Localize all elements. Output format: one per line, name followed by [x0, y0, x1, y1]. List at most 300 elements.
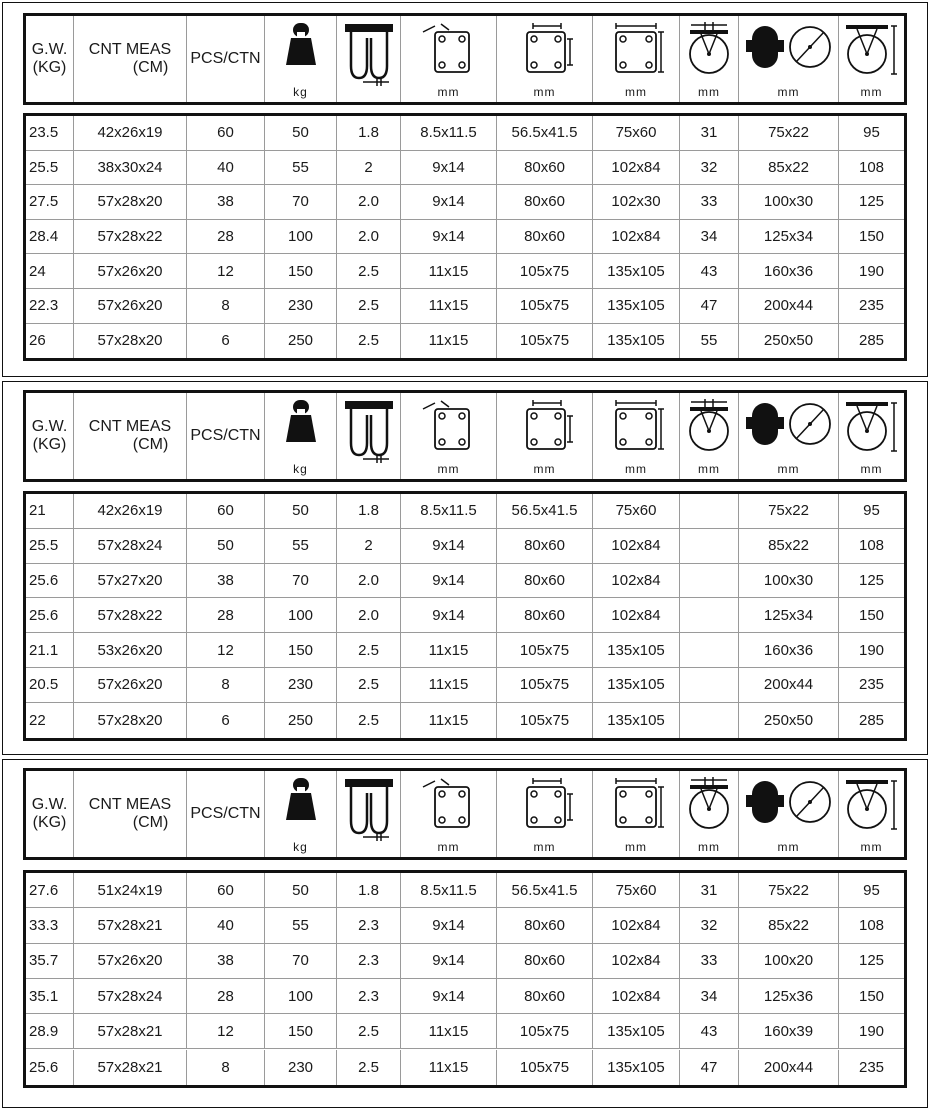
- header-box: [23, 13, 907, 105]
- height-cell: 125: [858, 952, 885, 970]
- top-plate-size-icon: [606, 22, 666, 76]
- pcs-ctn-cell: 8: [187, 289, 265, 323]
- bolt-hole-cell: 9x14: [401, 564, 497, 598]
- bolt-hole-cell: 8.5x11.5: [401, 494, 497, 528]
- plate-size-cell: 102x30: [593, 185, 680, 219]
- thickness-cell: 2.5: [337, 1050, 401, 1085]
- gw-header: [26, 771, 74, 857]
- hole-spacing-cell: 105x75: [497, 1050, 593, 1085]
- gw-label: G.W.: [31, 41, 68, 58]
- load-cell: 100: [265, 598, 337, 632]
- plate-size-cell: 135x105: [593, 324, 680, 359]
- mm-unit: mm: [437, 85, 460, 99]
- cnt-meas-cell: 57x26x20: [74, 254, 187, 288]
- bolt-hole-cell: 11x15: [401, 1050, 497, 1085]
- table-row: [26, 289, 904, 324]
- cnt-meas-cell: 53x26x20: [74, 633, 187, 667]
- height-cell: 108: [858, 537, 885, 555]
- plate-thickness-icon: [343, 777, 395, 843]
- plate-size-cell: 135x105: [593, 703, 680, 738]
- cnt-meas-cell: 57x28x21: [74, 1050, 187, 1085]
- offset-cell: [680, 703, 739, 738]
- wheel-size-cell: 85x22: [739, 529, 839, 563]
- cnt-meas-cell: 57x28x21: [74, 1014, 187, 1048]
- overall-height-header: [839, 16, 904, 102]
- load-cell: 150: [265, 1014, 337, 1048]
- pcs-ctn-cell: 38: [187, 185, 265, 219]
- wheel-size-cell: 160x39: [739, 1014, 839, 1048]
- top-plate-size-icon: [606, 399, 666, 453]
- pcs-ctn-cell: 12: [187, 1014, 265, 1048]
- hole-spacing-icon: [515, 777, 575, 831]
- height-cell: 190: [858, 262, 885, 280]
- height-cell: 95: [863, 502, 880, 520]
- pcs-ctn-header: [187, 393, 265, 479]
- thickness-cell: 2: [337, 151, 401, 185]
- hole-spacing-cell: 105x75: [497, 703, 593, 738]
- offset-icon: [687, 22, 731, 78]
- wheel-size-header: [739, 16, 839, 102]
- pcs-ctn-cell: 12: [187, 254, 265, 288]
- offset-cell: 47: [680, 289, 739, 323]
- data-table: [23, 870, 907, 1088]
- thickness-cell: 2.3: [337, 908, 401, 942]
- mm-unit: mm: [777, 85, 800, 99]
- thickness-cell: 2.5: [337, 633, 401, 667]
- offset-cell: 34: [680, 979, 739, 1013]
- height-cell: 150: [858, 987, 885, 1005]
- gw-cell: 25.6: [26, 564, 74, 598]
- gw-header: [26, 16, 74, 102]
- mm-unit: mm: [533, 85, 556, 99]
- cnt-meas-cell: 57x26x20: [74, 944, 187, 978]
- offset-cell: 43: [680, 254, 739, 288]
- pcs-ctn-cell: 60: [187, 494, 265, 528]
- bolt-hole-cell: 9x14: [401, 979, 497, 1013]
- cnt-meas-cell: 57x28x20: [74, 324, 187, 359]
- cnt-meas-cell: 57x26x20: [74, 289, 187, 323]
- wheel-size-cell: 100x30: [739, 185, 839, 219]
- gw-cell: 35.1: [26, 979, 74, 1013]
- wheel-size-header: [739, 393, 839, 479]
- overall-height-header: [839, 393, 904, 479]
- table-row: [26, 873, 904, 908]
- table-row: [26, 185, 904, 220]
- load-cell: 230: [265, 668, 337, 702]
- hole-spacing-cell: 80x60: [497, 564, 593, 598]
- pcs-ctn-label: PCS/CTN: [190, 50, 261, 67]
- offset-cell: 47: [680, 1050, 739, 1085]
- mm-unit: mm: [860, 462, 883, 476]
- wheel-size-cell: 200x44: [739, 1050, 839, 1085]
- wheel-size-cell: 160x36: [739, 633, 839, 667]
- gw-label: G.W.: [31, 418, 68, 435]
- hole-spacing-header: [497, 16, 593, 102]
- load-cell: 250: [265, 324, 337, 359]
- load-cell: 70: [265, 185, 337, 219]
- pcs-ctn-cell: 8: [187, 668, 265, 702]
- hole-spacing-cell: 56.5x41.5: [497, 116, 593, 150]
- hole-spacing-cell: 80x60: [497, 220, 593, 254]
- load-cell: 55: [265, 908, 337, 942]
- gw-cell: 35.7: [26, 944, 74, 978]
- overall-height-icon: [844, 22, 900, 78]
- plate-size-cell: 135x105: [593, 668, 680, 702]
- plate-size-cell: 135x105: [593, 633, 680, 667]
- offset-cell: [680, 564, 739, 598]
- cnt-meas-cell: 51x24x19: [74, 873, 187, 907]
- mm-unit: mm: [698, 840, 720, 854]
- height-cell: 95: [863, 881, 880, 899]
- bolt-hole-cell: 11x15: [401, 1014, 497, 1048]
- hole-spacing-cell: 80x60: [497, 944, 593, 978]
- pcs-ctn-cell: 12: [187, 633, 265, 667]
- pcs-ctn-cell: 8: [187, 1050, 265, 1085]
- header-row: [26, 771, 904, 857]
- table-row: [26, 598, 904, 633]
- cnt-meas-cell: 57x28x20: [74, 703, 187, 738]
- load-cell: 230: [265, 1050, 337, 1085]
- table-row: [26, 668, 904, 703]
- wheel-size-cell: 250x50: [739, 324, 839, 359]
- offset-cell: 33: [680, 944, 739, 978]
- header-box: [23, 390, 907, 482]
- hole-spacing-cell: 105x75: [497, 289, 593, 323]
- table-row: [26, 529, 904, 564]
- wheel-size-cell: 75x22: [739, 116, 839, 150]
- cnt-meas-unit: (CM): [132, 59, 169, 76]
- gw-label: G.W.: [31, 796, 68, 813]
- thickness-cell: 2.5: [337, 254, 401, 288]
- table-row: [26, 703, 904, 738]
- bolt-hole-cell: 8.5x11.5: [401, 116, 497, 150]
- mm-unit: mm: [698, 85, 720, 99]
- load-capacity-header: [265, 393, 337, 479]
- gw-cell: 25.5: [26, 151, 74, 185]
- offset-cell: 32: [680, 908, 739, 942]
- bolt-hole-icon: [419, 777, 479, 831]
- wheel-size-cell: 85x22: [739, 151, 839, 185]
- hole-spacing-header: [497, 393, 593, 479]
- height-cell: 108: [858, 916, 885, 934]
- plate-thickness-icon: [343, 22, 395, 88]
- plate-thickness-header: [337, 771, 401, 857]
- data-table: [23, 113, 907, 361]
- load-cell: 150: [265, 633, 337, 667]
- thickness-cell: 2: [337, 529, 401, 563]
- offset-cell: 34: [680, 220, 739, 254]
- pcs-ctn-cell: 6: [187, 703, 265, 738]
- weight-icon: [284, 22, 318, 66]
- load-cell: 100: [265, 220, 337, 254]
- wheel-size-cell: 75x22: [739, 873, 839, 907]
- bolt-hole-cell: 11x15: [401, 633, 497, 667]
- height-cell: 150: [858, 228, 885, 246]
- top-plate-size-header: [593, 393, 680, 479]
- bolt-hole-cell: 8.5x11.5: [401, 873, 497, 907]
- offset-cell: 55: [680, 324, 739, 359]
- bolt-hole-cell: 11x15: [401, 668, 497, 702]
- cnt-meas-header: [74, 393, 187, 479]
- mm-unit: mm: [860, 85, 883, 99]
- cnt-meas-cell: 57x28x22: [74, 220, 187, 254]
- offset-icon: [687, 399, 731, 455]
- hole-spacing-cell: 80x60: [497, 151, 593, 185]
- wheel-size-icon: [744, 22, 834, 72]
- table-row: [26, 116, 904, 151]
- hole-spacing-header: [497, 771, 593, 857]
- gw-unit: (KG): [32, 436, 67, 453]
- hole-spacing-cell: 80x60: [497, 979, 593, 1013]
- bolt-hole-cell: 11x15: [401, 324, 497, 359]
- hole-spacing-cell: 105x75: [497, 254, 593, 288]
- pcs-ctn-cell: 28: [187, 979, 265, 1013]
- header-box: [23, 768, 907, 860]
- gw-unit: (KG): [32, 59, 67, 76]
- top-plate-size-header: [593, 771, 680, 857]
- mm-unit: mm: [777, 462, 800, 476]
- wheel-size-cell: 125x34: [739, 598, 839, 632]
- pcs-ctn-cell: 50: [187, 529, 265, 563]
- gw-cell: 21: [26, 494, 74, 528]
- height-cell: 285: [858, 332, 885, 350]
- plate-size-cell: 102x84: [593, 598, 680, 632]
- thickness-cell: 2.5: [337, 289, 401, 323]
- bolt-hole-icon: [419, 399, 479, 453]
- load-cell: 55: [265, 529, 337, 563]
- thickness-cell: 1.8: [337, 873, 401, 907]
- top-plate-size-icon: [606, 777, 666, 831]
- offset-cell: 31: [680, 873, 739, 907]
- wheel-size-cell: 85x22: [739, 908, 839, 942]
- plate-size-cell: 102x84: [593, 564, 680, 598]
- table-row: [26, 908, 904, 943]
- wheel-size-cell: 125x36: [739, 979, 839, 1013]
- cnt-meas-label: CNT MEAS: [88, 41, 172, 58]
- height-cell: 125: [858, 193, 885, 211]
- gw-cell: 33.3: [26, 908, 74, 942]
- wheel-size-cell: 200x44: [739, 668, 839, 702]
- wheel-size-cell: 200x44: [739, 289, 839, 323]
- load-capacity-header: [265, 16, 337, 102]
- plate-size-cell: 75x60: [593, 116, 680, 150]
- plate-size-cell: 102x84: [593, 529, 680, 563]
- cnt-meas-cell: 57x28x21: [74, 908, 187, 942]
- load-unit: kg: [293, 462, 308, 476]
- wheel-size-cell: 250x50: [739, 703, 839, 738]
- bolt-hole-cell: 11x15: [401, 289, 497, 323]
- plate-size-cell: 102x84: [593, 220, 680, 254]
- gw-header: [26, 393, 74, 479]
- gw-cell: 24: [26, 254, 74, 288]
- table-row: [26, 324, 904, 359]
- plate-size-cell: 75x60: [593, 873, 680, 907]
- gw-cell: 27.5: [26, 185, 74, 219]
- pcs-ctn-cell: 40: [187, 908, 265, 942]
- load-cell: 230: [265, 289, 337, 323]
- offset-cell: 31: [680, 116, 739, 150]
- load-cell: 50: [265, 494, 337, 528]
- offset-cell: [680, 598, 739, 632]
- mm-unit: mm: [625, 840, 647, 854]
- bolt-hole-cell: 9x14: [401, 908, 497, 942]
- plate-thickness-header: [337, 393, 401, 479]
- thickness-cell: 2.3: [337, 979, 401, 1013]
- plate-size-cell: 102x84: [593, 979, 680, 1013]
- bolt-hole-cell: 9x14: [401, 151, 497, 185]
- weight-icon: [284, 399, 318, 443]
- load-cell: 50: [265, 873, 337, 907]
- pcs-ctn-cell: 60: [187, 873, 265, 907]
- mm-unit: mm: [860, 840, 883, 854]
- thickness-cell: 2.0: [337, 564, 401, 598]
- mm-unit: mm: [533, 462, 556, 476]
- cnt-meas-cell: 57x26x20: [74, 668, 187, 702]
- cnt-meas-cell: 38x30x24: [74, 151, 187, 185]
- table-row: [26, 254, 904, 289]
- wheel-size-cell: 100x30: [739, 564, 839, 598]
- load-unit: kg: [293, 840, 308, 854]
- header-row: [26, 16, 904, 102]
- load-cell: 250: [265, 703, 337, 738]
- bolt-hole-cell: 9x14: [401, 529, 497, 563]
- load-cell: 100: [265, 979, 337, 1013]
- mm-unit: mm: [533, 840, 556, 854]
- top-plate-size-header: [593, 16, 680, 102]
- hole-spacing-cell: 105x75: [497, 633, 593, 667]
- gw-cell: 20.5: [26, 668, 74, 702]
- load-cell: 55: [265, 151, 337, 185]
- gw-cell: 22: [26, 703, 74, 738]
- wheel-size-header: [739, 771, 839, 857]
- cnt-meas-cell: 57x28x22: [74, 598, 187, 632]
- gw-cell: 26: [26, 324, 74, 359]
- pcs-ctn-cell: 28: [187, 598, 265, 632]
- bolt-hole-cell: 9x14: [401, 944, 497, 978]
- table-row: [26, 494, 904, 529]
- table-row: [26, 1050, 904, 1085]
- pcs-ctn-cell: 38: [187, 944, 265, 978]
- offset-cell: 43: [680, 1014, 739, 1048]
- table-row: [26, 151, 904, 186]
- plate-size-cell: 135x105: [593, 254, 680, 288]
- thickness-cell: 2.0: [337, 185, 401, 219]
- height-cell: 285: [858, 711, 885, 729]
- offset-header: [680, 16, 739, 102]
- thickness-cell: 2.5: [337, 668, 401, 702]
- load-cell: 150: [265, 254, 337, 288]
- table-row: [26, 220, 904, 255]
- plate-size-cell: 102x84: [593, 908, 680, 942]
- gw-cell: 25.6: [26, 1050, 74, 1085]
- spec-panel-2: [2, 381, 928, 755]
- hole-spacing-cell: 80x60: [497, 529, 593, 563]
- gw-cell: 28.4: [26, 220, 74, 254]
- table-row: [26, 944, 904, 979]
- offset-icon: [687, 777, 731, 833]
- height-cell: 235: [858, 1058, 885, 1076]
- cnt-meas-cell: 57x28x20: [74, 185, 187, 219]
- cnt-meas-cell: 42x26x19: [74, 116, 187, 150]
- overall-height-icon: [844, 399, 900, 455]
- gw-cell: 27.6: [26, 873, 74, 907]
- wheel-size-cell: 100x20: [739, 944, 839, 978]
- offset-cell: [680, 494, 739, 528]
- hole-spacing-icon: [515, 399, 575, 453]
- height-cell: 108: [858, 158, 885, 176]
- gw-cell: 25.5: [26, 529, 74, 563]
- mm-unit: mm: [698, 462, 720, 476]
- gw-cell: 23.5: [26, 116, 74, 150]
- offset-cell: [680, 529, 739, 563]
- plate-thickness-header: [337, 16, 401, 102]
- hole-spacing-cell: 80x60: [497, 185, 593, 219]
- height-cell: 150: [858, 606, 885, 624]
- header-row: [26, 393, 904, 479]
- cnt-meas-header: [74, 16, 187, 102]
- thickness-cell: 2.0: [337, 220, 401, 254]
- height-cell: 125: [858, 571, 885, 589]
- height-cell: 95: [863, 124, 880, 142]
- pcs-ctn-cell: 38: [187, 564, 265, 598]
- height-cell: 190: [858, 641, 885, 659]
- plate-size-cell: 135x105: [593, 1050, 680, 1085]
- gw-unit: (KG): [32, 814, 67, 831]
- gw-cell: 22.3: [26, 289, 74, 323]
- cnt-meas-cell: 42x26x19: [74, 494, 187, 528]
- offset-cell: 33: [680, 185, 739, 219]
- offset-header: [680, 771, 739, 857]
- wheel-size-cell: 160x36: [739, 254, 839, 288]
- bolt-hole-header: [401, 771, 497, 857]
- thickness-cell: 2.5: [337, 1014, 401, 1048]
- cnt-meas-unit: (CM): [132, 436, 169, 453]
- wheel-size-cell: 125x34: [739, 220, 839, 254]
- pcs-ctn-header: [187, 771, 265, 857]
- spec-panel-3: [2, 759, 928, 1108]
- hole-spacing-cell: 80x60: [497, 598, 593, 632]
- cnt-meas-label: CNT MEAS: [88, 418, 172, 435]
- spec-panel-1: [2, 2, 928, 377]
- thickness-cell: 1.8: [337, 116, 401, 150]
- hole-spacing-cell: 105x75: [497, 668, 593, 702]
- load-unit: kg: [293, 85, 308, 99]
- mm-unit: mm: [437, 462, 460, 476]
- plate-size-cell: 135x105: [593, 289, 680, 323]
- gw-cell: 21.1: [26, 633, 74, 667]
- offset-cell: [680, 633, 739, 667]
- gw-cell: 28.9: [26, 1014, 74, 1048]
- pcs-ctn-label: PCS/CTN: [190, 805, 261, 822]
- table-row: [26, 1014, 904, 1049]
- bolt-hole-icon: [419, 22, 479, 76]
- overall-height-icon: [844, 777, 900, 833]
- pcs-ctn-cell: 6: [187, 324, 265, 359]
- table-row: [26, 564, 904, 599]
- mm-unit: mm: [625, 462, 647, 476]
- hole-spacing-cell: 105x75: [497, 324, 593, 359]
- pcs-ctn-cell: 28: [187, 220, 265, 254]
- thickness-cell: 1.8: [337, 494, 401, 528]
- cnt-meas-cell: 57x28x24: [74, 529, 187, 563]
- weight-icon: [284, 777, 318, 821]
- hole-spacing-cell: 105x75: [497, 1014, 593, 1048]
- thickness-cell: 2.5: [337, 703, 401, 738]
- bolt-hole-cell: 9x14: [401, 220, 497, 254]
- hole-spacing-icon: [515, 22, 575, 76]
- overall-height-header: [839, 771, 904, 857]
- hole-spacing-cell: 80x60: [497, 908, 593, 942]
